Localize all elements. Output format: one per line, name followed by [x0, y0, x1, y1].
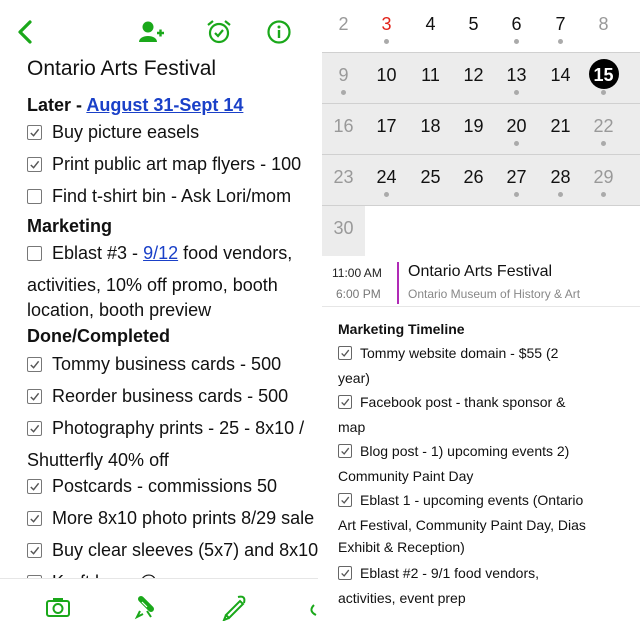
week-row [322, 2, 640, 52]
checkbox[interactable] [338, 346, 352, 360]
later-item-label: Print public art map flyers - 100 [52, 153, 302, 174]
day-cell[interactable] [452, 53, 495, 103]
day-number: 14 [550, 65, 571, 85]
checkbox[interactable] [27, 543, 42, 558]
event-dot [514, 192, 519, 197]
day-number: 9 [338, 65, 349, 85]
marketing-item[interactable] [27, 240, 292, 266]
done-item[interactable] [27, 415, 304, 441]
week-row [322, 155, 640, 205]
timeline-item-continued: map [338, 419, 366, 435]
day-cell[interactable] [365, 53, 408, 103]
timeline-item[interactable] [338, 563, 539, 583]
back-icon[interactable] [12, 18, 40, 46]
later-item-label: Buy picture easels [52, 121, 200, 142]
timeline-item-label: Blog post - 1) upcoming events 2) [360, 443, 570, 459]
day-cell[interactable] [365, 104, 408, 154]
day-cell[interactable] [539, 53, 582, 103]
checkbox[interactable] [27, 357, 42, 372]
event-separator [322, 306, 640, 307]
day-number: 23 [333, 167, 354, 187]
day-cell[interactable] [495, 104, 538, 154]
event-color-bar [397, 262, 399, 304]
day-number: 20 [506, 116, 527, 136]
day-cell[interactable] [322, 2, 365, 52]
checkbox[interactable] [27, 479, 42, 494]
day-number: 25 [420, 167, 441, 187]
timeline-item-continued: Exhibit & Reception) [338, 539, 465, 555]
done-item-label: Postcards - commissions 50 [52, 475, 278, 496]
day-cell[interactable] [582, 155, 625, 205]
done-heading[interactable]: Done/Completed [27, 326, 171, 346]
event-dot [514, 39, 519, 44]
day-number: 13 [506, 65, 527, 85]
checkbox[interactable] [27, 511, 42, 526]
done-item[interactable] [27, 537, 318, 563]
done-item[interactable] [27, 383, 288, 409]
day-cell[interactable] [365, 155, 408, 205]
day-cell[interactable] [322, 53, 365, 103]
day-cell[interactable] [539, 104, 582, 154]
event-dot [514, 90, 519, 95]
marketing-item-prefix: Eblast #3 - [52, 242, 139, 263]
event-start-time: 11:00 AM [332, 266, 382, 280]
event-title: Ontario Arts Festival [408, 263, 553, 280]
done-item-label: More 8x10 photo prints 8/29 sale [52, 507, 315, 528]
timeline-item[interactable] [338, 441, 569, 461]
day-cell[interactable] [409, 104, 452, 154]
done-item-label: Reorder business cards - 500 [52, 385, 289, 406]
day-cell[interactable] [452, 2, 495, 52]
day-number: 26 [463, 167, 484, 187]
event-dot [341, 90, 346, 95]
day-number: 2 [338, 14, 349, 34]
timeline-item-label: Eblast #2 - 9/1 food vendors, [360, 565, 539, 581]
day-cell[interactable] [539, 155, 582, 205]
event-dot [558, 192, 563, 197]
done-item-label: Photography prints - 25 - 8x10 / [52, 417, 305, 438]
day-number: 17 [376, 116, 397, 136]
day-number: 16 [333, 116, 354, 136]
info-icon[interactable] [265, 18, 293, 46]
timeline-item-continued: activities, event prep [338, 590, 466, 606]
day-cell[interactable] [495, 53, 538, 103]
checkbox[interactable] [27, 125, 42, 140]
day-number: 27 [506, 167, 527, 187]
day-cell[interactable] [409, 53, 452, 103]
day-cell[interactable] [582, 104, 625, 154]
timeline-item-label: Tommy website domain - $55 (2 [360, 345, 559, 361]
day-number: 8 [598, 14, 609, 34]
add-person-icon[interactable] [138, 18, 166, 46]
day-number: 6 [511, 14, 522, 34]
alarm-icon[interactable] [205, 18, 233, 46]
day-number: 3 [381, 14, 392, 34]
checkbox[interactable] [27, 189, 42, 204]
timeline-item[interactable] [338, 490, 583, 510]
checkbox[interactable] [338, 566, 352, 580]
done-item-label: Tommy business cards - 500 [52, 353, 282, 374]
day-number: 10 [376, 65, 397, 85]
timeline-item-continued: Community Paint Day [338, 468, 474, 484]
timeline-item[interactable] [338, 343, 558, 363]
done-item-continued: Shutterfly 40% off [27, 450, 169, 470]
marketing-heading[interactable]: Marketing [27, 216, 113, 236]
event-dot [601, 192, 606, 197]
day-number: 24 [376, 167, 397, 187]
event-location: Ontario Museum of History & Art [408, 287, 581, 301]
day-number: 12 [463, 65, 484, 85]
later-item-label: Find t-shirt bin - Ask Lori/mom [52, 185, 292, 206]
day-number: 11 [421, 65, 440, 85]
later-heading-label: Later - [27, 95, 87, 115]
event-dot [384, 39, 389, 44]
checkbox[interactable] [27, 157, 42, 172]
day-number: 4 [425, 14, 436, 34]
event-dot [601, 141, 606, 146]
day-cell[interactable] [582, 53, 625, 103]
day-number: 22 [593, 116, 614, 136]
later-item[interactable] [27, 183, 291, 209]
checkbox[interactable] [338, 493, 352, 507]
timeline-item-label: Eblast 1 - upcoming events (Ontario [360, 492, 584, 508]
day-cell[interactable] [322, 155, 365, 205]
checkbox[interactable] [27, 246, 42, 261]
note-pane [0, 0, 318, 640]
event-dot [558, 39, 563, 44]
more-tools-icon[interactable] [306, 593, 318, 621]
day-number: 5 [468, 14, 479, 34]
camera-icon[interactable] [44, 593, 72, 621]
day-cell[interactable] [409, 155, 452, 205]
timeline-item-continued: Art Festival, Community Paint Day, Dias [338, 517, 586, 533]
checkbox[interactable] [27, 421, 42, 436]
done-item-label: Buy clear sleeves (5x7) and 8x10 [52, 539, 318, 560]
timeline-item[interactable] [338, 392, 565, 412]
event-dot [601, 90, 606, 95]
calendar-pane [322, 0, 640, 640]
marketing-item-line2: activities, 10% off promo, booth [27, 275, 278, 295]
day-number: 7 [555, 14, 566, 34]
day-cell[interactable] [582, 2, 625, 52]
day-cell[interactable] [322, 104, 365, 154]
day-number: 18 [420, 116, 441, 136]
note-title[interactable]: Ontario Arts Festival [27, 57, 217, 80]
event-dot [384, 192, 389, 197]
day-number: 29 [593, 167, 614, 187]
day-cell[interactable] [365, 2, 408, 52]
done-item[interactable] [27, 351, 281, 377]
later-item[interactable] [27, 151, 301, 177]
timeline-item-continued: year) [338, 370, 370, 386]
marketing-item-suffix: food vendors, [183, 242, 293, 263]
checkbox[interactable] [338, 395, 352, 409]
day-cell[interactable] [495, 2, 538, 52]
pen-icon[interactable] [220, 593, 248, 621]
week-row [322, 53, 640, 103]
day-number: 21 [550, 116, 571, 136]
later-date-link[interactable]: August 31-Sept 14 [86, 95, 244, 115]
day-number: 28 [550, 167, 571, 187]
done-item[interactable] [27, 473, 277, 499]
done-item[interactable] [27, 505, 314, 531]
day-number: 19 [463, 116, 484, 136]
later-heading[interactable] [27, 93, 243, 117]
day-cell[interactable] [322, 206, 365, 256]
microphone-icon[interactable] [133, 593, 161, 621]
timeline-item-label: Facebook post - thank sponsor & [360, 394, 566, 410]
day-number: 15 [593, 65, 614, 85]
checkbox[interactable] [27, 389, 42, 404]
day-cell[interactable] [452, 104, 495, 154]
later-item[interactable] [27, 119, 199, 145]
day-number: 30 [333, 218, 354, 238]
timeline-heading[interactable]: Marketing Timeline [338, 321, 465, 337]
week-row [322, 104, 640, 154]
note-toolbar [0, 578, 318, 640]
checkbox[interactable] [338, 444, 352, 458]
day-cell[interactable] [495, 155, 538, 205]
day-cell[interactable] [409, 2, 452, 52]
week-row [322, 206, 640, 256]
marketing-item-line3: location, booth preview [27, 300, 212, 320]
calendar-event[interactable] [322, 258, 640, 308]
event-end-time: 6:00 PM [336, 287, 381, 301]
marketing-date-link[interactable]: 9/12 [143, 242, 179, 263]
event-dot [514, 141, 519, 146]
day-cell[interactable] [452, 155, 495, 205]
day-cell[interactable] [539, 2, 582, 52]
note-header [0, 0, 318, 60]
